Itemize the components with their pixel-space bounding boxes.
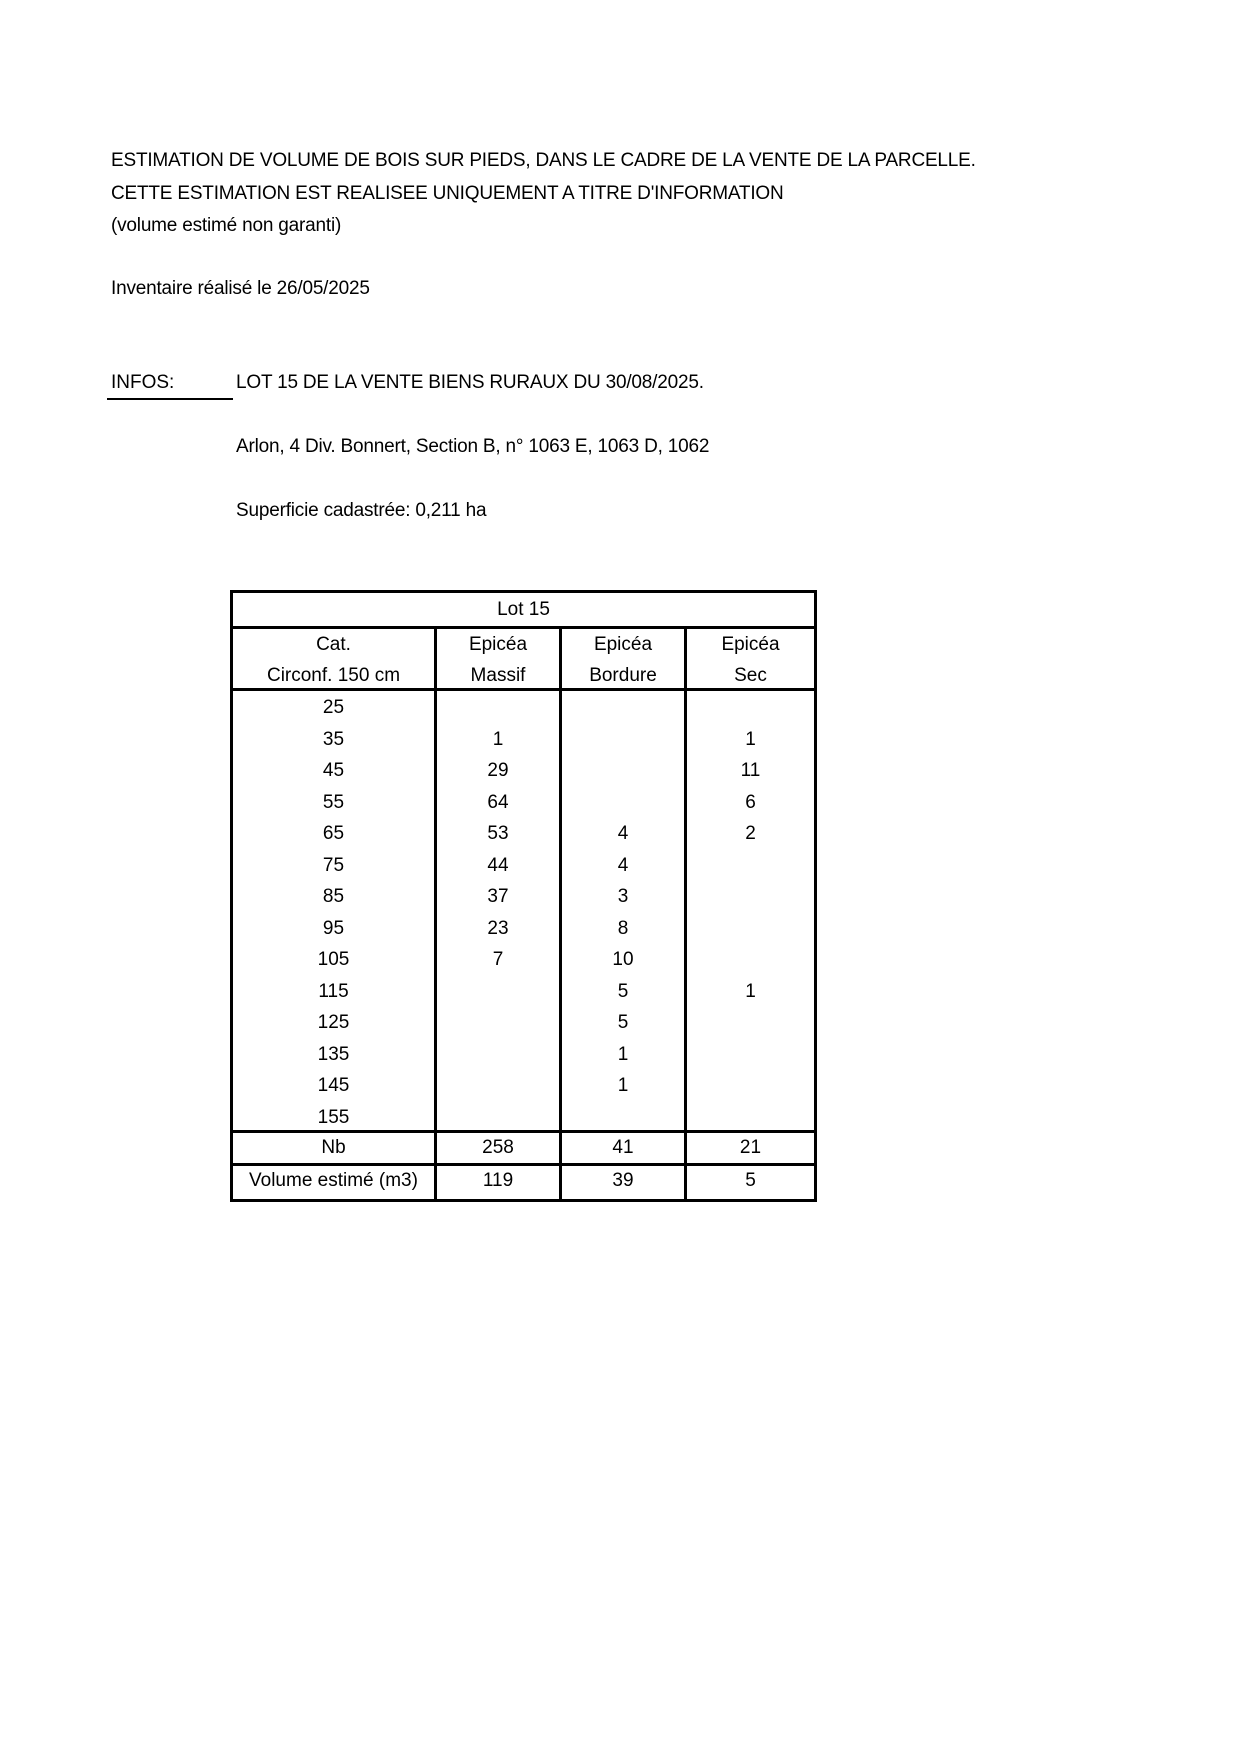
count-cell bbox=[562, 787, 684, 819]
count-cell: 1 bbox=[492, 728, 504, 750]
count-cell: 8 bbox=[617, 917, 629, 939]
column-header: Circonf. 150 cm bbox=[266, 665, 401, 686]
count-cell: 1 bbox=[745, 980, 756, 1002]
count-cell bbox=[687, 944, 814, 976]
count-cell bbox=[687, 1039, 814, 1071]
count-cell: 7 bbox=[492, 949, 504, 970]
count-cell: 53 bbox=[487, 823, 509, 844]
header-line-2: CETTE ESTIMATION EST REALISEE UNIQUEMENT A TITRE D'INFORMATION bbox=[111, 183, 784, 204]
count-cell: 1 bbox=[745, 728, 756, 750]
area-line: Superficie cadastrée: 0,211 ha bbox=[236, 500, 487, 521]
count-cell bbox=[687, 881, 814, 913]
count-cell bbox=[437, 692, 559, 724]
count-cell bbox=[562, 755, 684, 787]
count-cell bbox=[687, 850, 814, 882]
count-cell bbox=[687, 1007, 814, 1039]
count-cell: 6 bbox=[745, 791, 756, 813]
count-cell: 37 bbox=[487, 886, 509, 907]
total-value: 119 bbox=[482, 1170, 514, 1191]
category-cell: 65 bbox=[322, 823, 345, 844]
count-cell bbox=[687, 913, 814, 945]
count-cell: 4 bbox=[617, 823, 629, 844]
table-title: Lot 15 bbox=[497, 599, 550, 620]
total-value: 5 bbox=[745, 1170, 756, 1191]
total-value: 41 bbox=[612, 1137, 634, 1158]
count-cell: 5 bbox=[617, 980, 629, 1002]
count-cell: 3 bbox=[617, 886, 629, 907]
total-label: Nb bbox=[321, 1137, 346, 1158]
total-label: Volume estimé (m3) bbox=[249, 1170, 418, 1191]
count-cell bbox=[562, 724, 684, 756]
column-header: Epicéa bbox=[468, 634, 528, 655]
count-cell bbox=[687, 692, 814, 724]
count-cell bbox=[437, 1102, 559, 1134]
count-cell: 10 bbox=[612, 949, 634, 970]
category-cell: 155 bbox=[317, 1106, 350, 1128]
count-cell: 64 bbox=[487, 791, 509, 813]
category-cell: 125 bbox=[317, 1012, 350, 1033]
column-header: Bordure bbox=[589, 665, 657, 686]
count-cell: 5 bbox=[617, 1012, 629, 1033]
count-cell bbox=[437, 1007, 559, 1039]
column-header: Epicéa bbox=[721, 634, 780, 655]
category-cell: 95 bbox=[322, 917, 345, 939]
column-header: Epicéa bbox=[593, 634, 653, 655]
count-cell bbox=[437, 1039, 559, 1071]
column-header: Cat. bbox=[316, 634, 351, 655]
column-header: Sec bbox=[734, 665, 767, 686]
inventory-table bbox=[230, 590, 817, 1202]
infos-label: INFOS: bbox=[111, 372, 175, 393]
count-cell: 11 bbox=[740, 760, 761, 781]
category-cell: 55 bbox=[322, 791, 345, 813]
lot-line: LOT 15 DE LA VENTE BIENS RURAUX DU 30/08/2025. bbox=[236, 372, 704, 393]
inventory-date: Inventaire réalisé le 26/05/2025 bbox=[111, 278, 370, 299]
category-cell: 85 bbox=[322, 886, 345, 907]
infos-underline bbox=[107, 398, 233, 400]
count-cell: 44 bbox=[487, 854, 509, 876]
total-value: 39 bbox=[612, 1170, 634, 1191]
category-cell: 75 bbox=[322, 854, 345, 876]
count-cell bbox=[687, 1070, 814, 1102]
total-value: 21 bbox=[739, 1137, 762, 1158]
category-cell: 35 bbox=[322, 728, 345, 750]
category-cell: 115 bbox=[318, 980, 349, 1002]
count-cell bbox=[687, 1102, 814, 1134]
count-cell: 2 bbox=[745, 823, 756, 844]
category-cell: 145 bbox=[317, 1075, 350, 1096]
count-cell bbox=[562, 1102, 684, 1134]
count-cell: 1 bbox=[617, 1075, 629, 1096]
count-cell: 4 bbox=[617, 854, 629, 876]
location-line: Arlon, 4 Div. Bonnert, Section B, n° 1063 E, 1063 D, 1062 bbox=[236, 436, 710, 457]
total-value: 258 bbox=[482, 1137, 514, 1158]
header-line-1: ESTIMATION DE VOLUME DE BOIS SUR PIEDS, DANS LE CADRE DE LA VENTE DE LA PARCELLE. bbox=[111, 150, 976, 171]
category-cell: 135 bbox=[317, 1043, 350, 1065]
count-cell bbox=[562, 692, 684, 724]
count-cell: 23 bbox=[487, 917, 509, 939]
count-cell bbox=[437, 976, 559, 1008]
category-cell: 25 bbox=[322, 697, 345, 718]
count-cell bbox=[437, 1070, 559, 1102]
count-cell: 1 bbox=[617, 1043, 629, 1065]
header-line-3: (volume estimé non garanti) bbox=[111, 215, 342, 236]
category-cell: 45 bbox=[322, 760, 345, 781]
column-header: Massif bbox=[470, 665, 526, 686]
count-cell: 29 bbox=[487, 760, 509, 781]
category-cell: 105 bbox=[317, 949, 350, 970]
